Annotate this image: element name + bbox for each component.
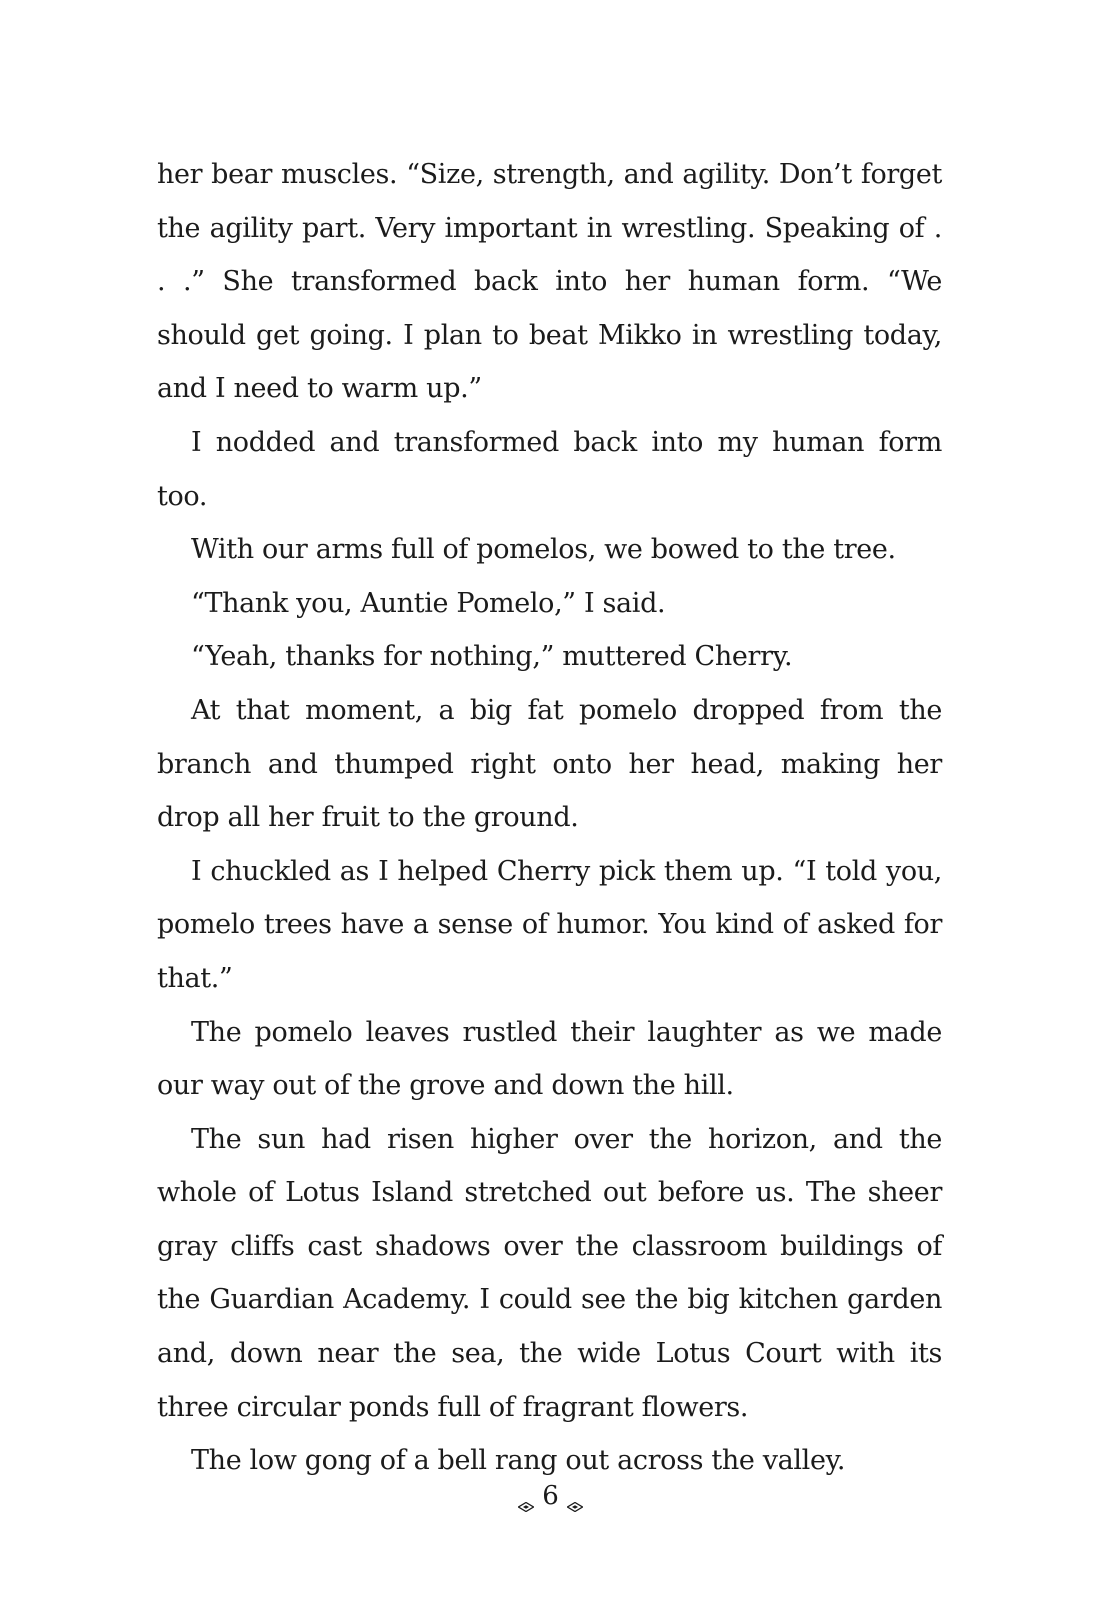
paragraph: The sun had risen higher over the horizon, and the whole of Lotus Island stretched out before us. The sheer gray cliffs cast shadows over the classroom buildings of the Guardian Academy. I could see the big kitchen garden and, down near the sea, the wide Lotus Court with its three circular ponds full of fragrant flowers. bbox=[157, 1123, 942, 1423]
paragraph: “Yeah, thanks for nothing,” muttered Cherry. bbox=[191, 641, 793, 673]
paragraph: With our arms full of pomelos, we bowed to the tree. bbox=[191, 534, 896, 566]
page-number: 6 bbox=[542, 1481, 559, 1511]
paragraph: “Thank you, Auntie Pomelo,” I said. bbox=[191, 587, 666, 619]
paragraph: The pomelo leaves rustled their laughter as we made our way out of the grove and down the hill. bbox=[157, 1016, 942, 1102]
page-number-footer bbox=[0, 1480, 1101, 1511]
paragraph-continued: her bear muscles. “Size, strength, and agility. Don’t forget the agility part. Very important in wrestling. Speaking of . . .” She transformed back into her human form. “We should get going. I plan to beat Mikko in wrestling today, and I need to warm up.” bbox=[157, 159, 942, 405]
paragraph: At that moment, a big fat pomelo dropped from the branch and thumped right onto her head, making her drop all her fruit to the ground. bbox=[157, 694, 942, 834]
paragraph: I chuckled as I helped Cherry pick them up. “I told you, pomelo trees have a sense of humor. You kind of asked for that.” bbox=[157, 855, 942, 994]
diamond-ornament-icon bbox=[518, 1489, 534, 1499]
diamond-ornament-icon bbox=[567, 1489, 583, 1499]
paragraph: I nodded and transformed back into my human form too. bbox=[157, 426, 942, 512]
paragraph: The low gong of a bell rang out across the valley. bbox=[191, 1445, 846, 1477]
body-text bbox=[157, 148, 942, 1488]
